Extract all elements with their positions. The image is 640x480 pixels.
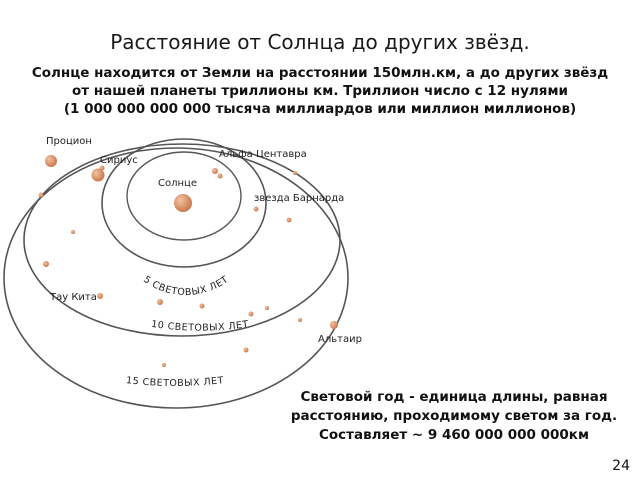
lightyear-definition bbox=[276, 388, 632, 445]
ring-label-15: 15 СВЕТОВЫХ ЛЕТ bbox=[125, 375, 225, 390]
star-unnamed bbox=[43, 261, 49, 267]
star-label-tau-ceti: Тау Кита bbox=[50, 292, 97, 303]
star-unnamed bbox=[249, 312, 254, 317]
star-alpha-centauri-a bbox=[212, 168, 218, 174]
star-barnard bbox=[254, 207, 259, 212]
lightyear-line-2: Составляет ~ 9 460 000 000 000км bbox=[318, 427, 590, 443]
intro-line-1: Солнце находится от Земли на расстоянии 150млн.км, а до других звёзд от нашей планеты триллионы км. Триллион число с 12 нулями bbox=[31, 65, 609, 99]
star-tau-ceti bbox=[97, 293, 103, 299]
star-altair bbox=[330, 321, 338, 329]
star-label-sirius: Сириус bbox=[100, 155, 138, 166]
star-sun bbox=[174, 194, 192, 212]
slide-title: Расстояние от Солнца до других звёзд. bbox=[110, 30, 530, 54]
star-label-altair: Альтаир bbox=[318, 334, 362, 345]
star-sirius bbox=[92, 169, 105, 182]
star-label-alpha-centauri: Альфа Центавра bbox=[219, 149, 307, 160]
star-unnamed bbox=[244, 348, 249, 353]
star-unnamed bbox=[200, 304, 205, 309]
star-label-barnard: звезда Барнарда bbox=[254, 193, 345, 204]
star-unnamed bbox=[293, 171, 297, 175]
star-unnamed bbox=[39, 193, 44, 198]
ring-label-10: 10 СВЕТОВЫХ ЛЕТ bbox=[150, 318, 250, 334]
star-unnamed bbox=[71, 230, 75, 234]
star-unnamed bbox=[287, 218, 292, 223]
intro-line-2: (1 000 000 000 000 тысяча миллиардов или миллион миллионов) bbox=[63, 101, 577, 117]
star-label-sun: Солнце bbox=[158, 178, 197, 189]
star-unnamed bbox=[265, 306, 269, 310]
star-unnamed bbox=[157, 299, 163, 305]
star-unnamed bbox=[298, 318, 302, 322]
lightyear-line-1: Световой год - единица длины, равная расстоянию, проходимому светом за год. bbox=[290, 389, 618, 424]
star-alpha-centauri-b bbox=[218, 174, 223, 179]
page-number: 24 bbox=[612, 458, 630, 474]
star-procyon bbox=[45, 155, 57, 167]
star-sirius-b bbox=[100, 166, 105, 171]
star-unnamed bbox=[162, 363, 166, 367]
ring-label-5: 5 СВЕТОВЫХ ЛЕТ bbox=[141, 274, 231, 299]
star-label-procyon: Процион bbox=[46, 136, 92, 147]
